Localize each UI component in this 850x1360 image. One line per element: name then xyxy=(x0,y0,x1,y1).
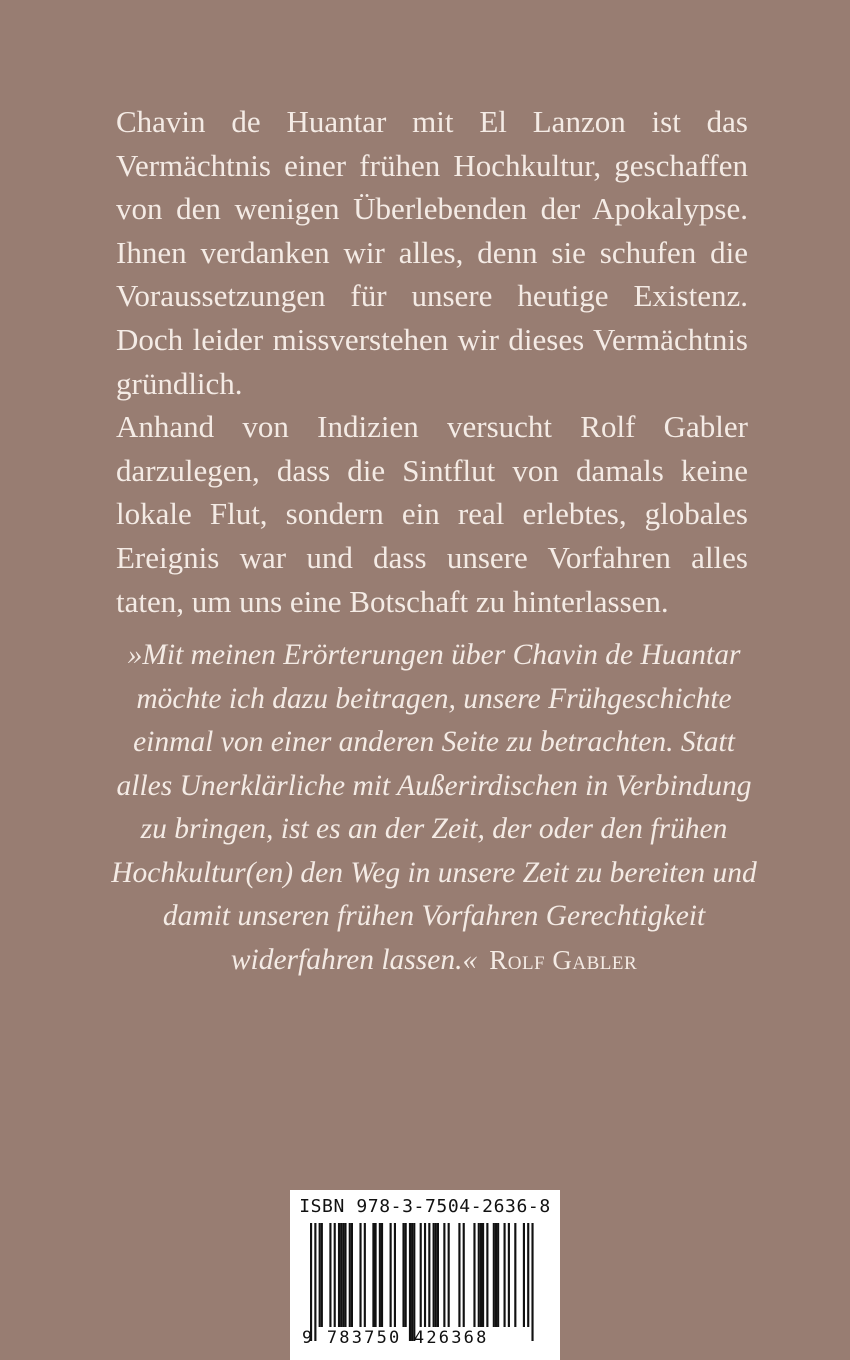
isbn-barcode-box xyxy=(290,1190,560,1360)
quote-author: Rolf Gabler xyxy=(489,944,638,975)
author-quote xyxy=(104,634,764,982)
blurb-paragraph-2: Anhand von Indizien versucht Rolf Gabler darzulegen, dass die Sintflut von damals keine lokale Flut, sondern ein real erlebtes, globales Ereignis war und dass unsere Vorfahren alles taten, um uns eine Botschaft zu hinterlassen. xyxy=(116,409,748,619)
back-cover-blurb xyxy=(116,100,748,623)
isbn-label: ISBN 978-3-7504-2636-8 xyxy=(299,1196,551,1217)
quote-text: »Mit meinen Erörterungen über Chavin de Huantar möchte ich dazu beitragen, unsere Frühgeschichte einmal von einer anderen Seite zu betrachten. Statt alles Unerklärliche mit Außerirdischen in Verbindung zu bringen, ist es an der Zeit, der oder den frühen Hochkultur(en) den Weg in unsere Zeit zu bereiten und damit unseren frühen Vorfahren Gerechtigkeit widerfahren lassen.« xyxy=(111,639,757,976)
barcode-digits: 9 783750 426368 xyxy=(302,1328,489,1348)
barcode-icon xyxy=(302,1223,548,1343)
blurb-paragraph-1: Chavin de Huantar mit El Lanzon ist das Vermächtnis einer frühen Hochkultur, geschaffen von den wenigen Überlebenden der Apokalypse. Ihnen verdanken wir alles, denn sie schufen die Voraussetzungen für unsere heutige Existenz. Doch leider missverstehen wir dieses Vermächtnis gründlich. xyxy=(116,104,748,401)
